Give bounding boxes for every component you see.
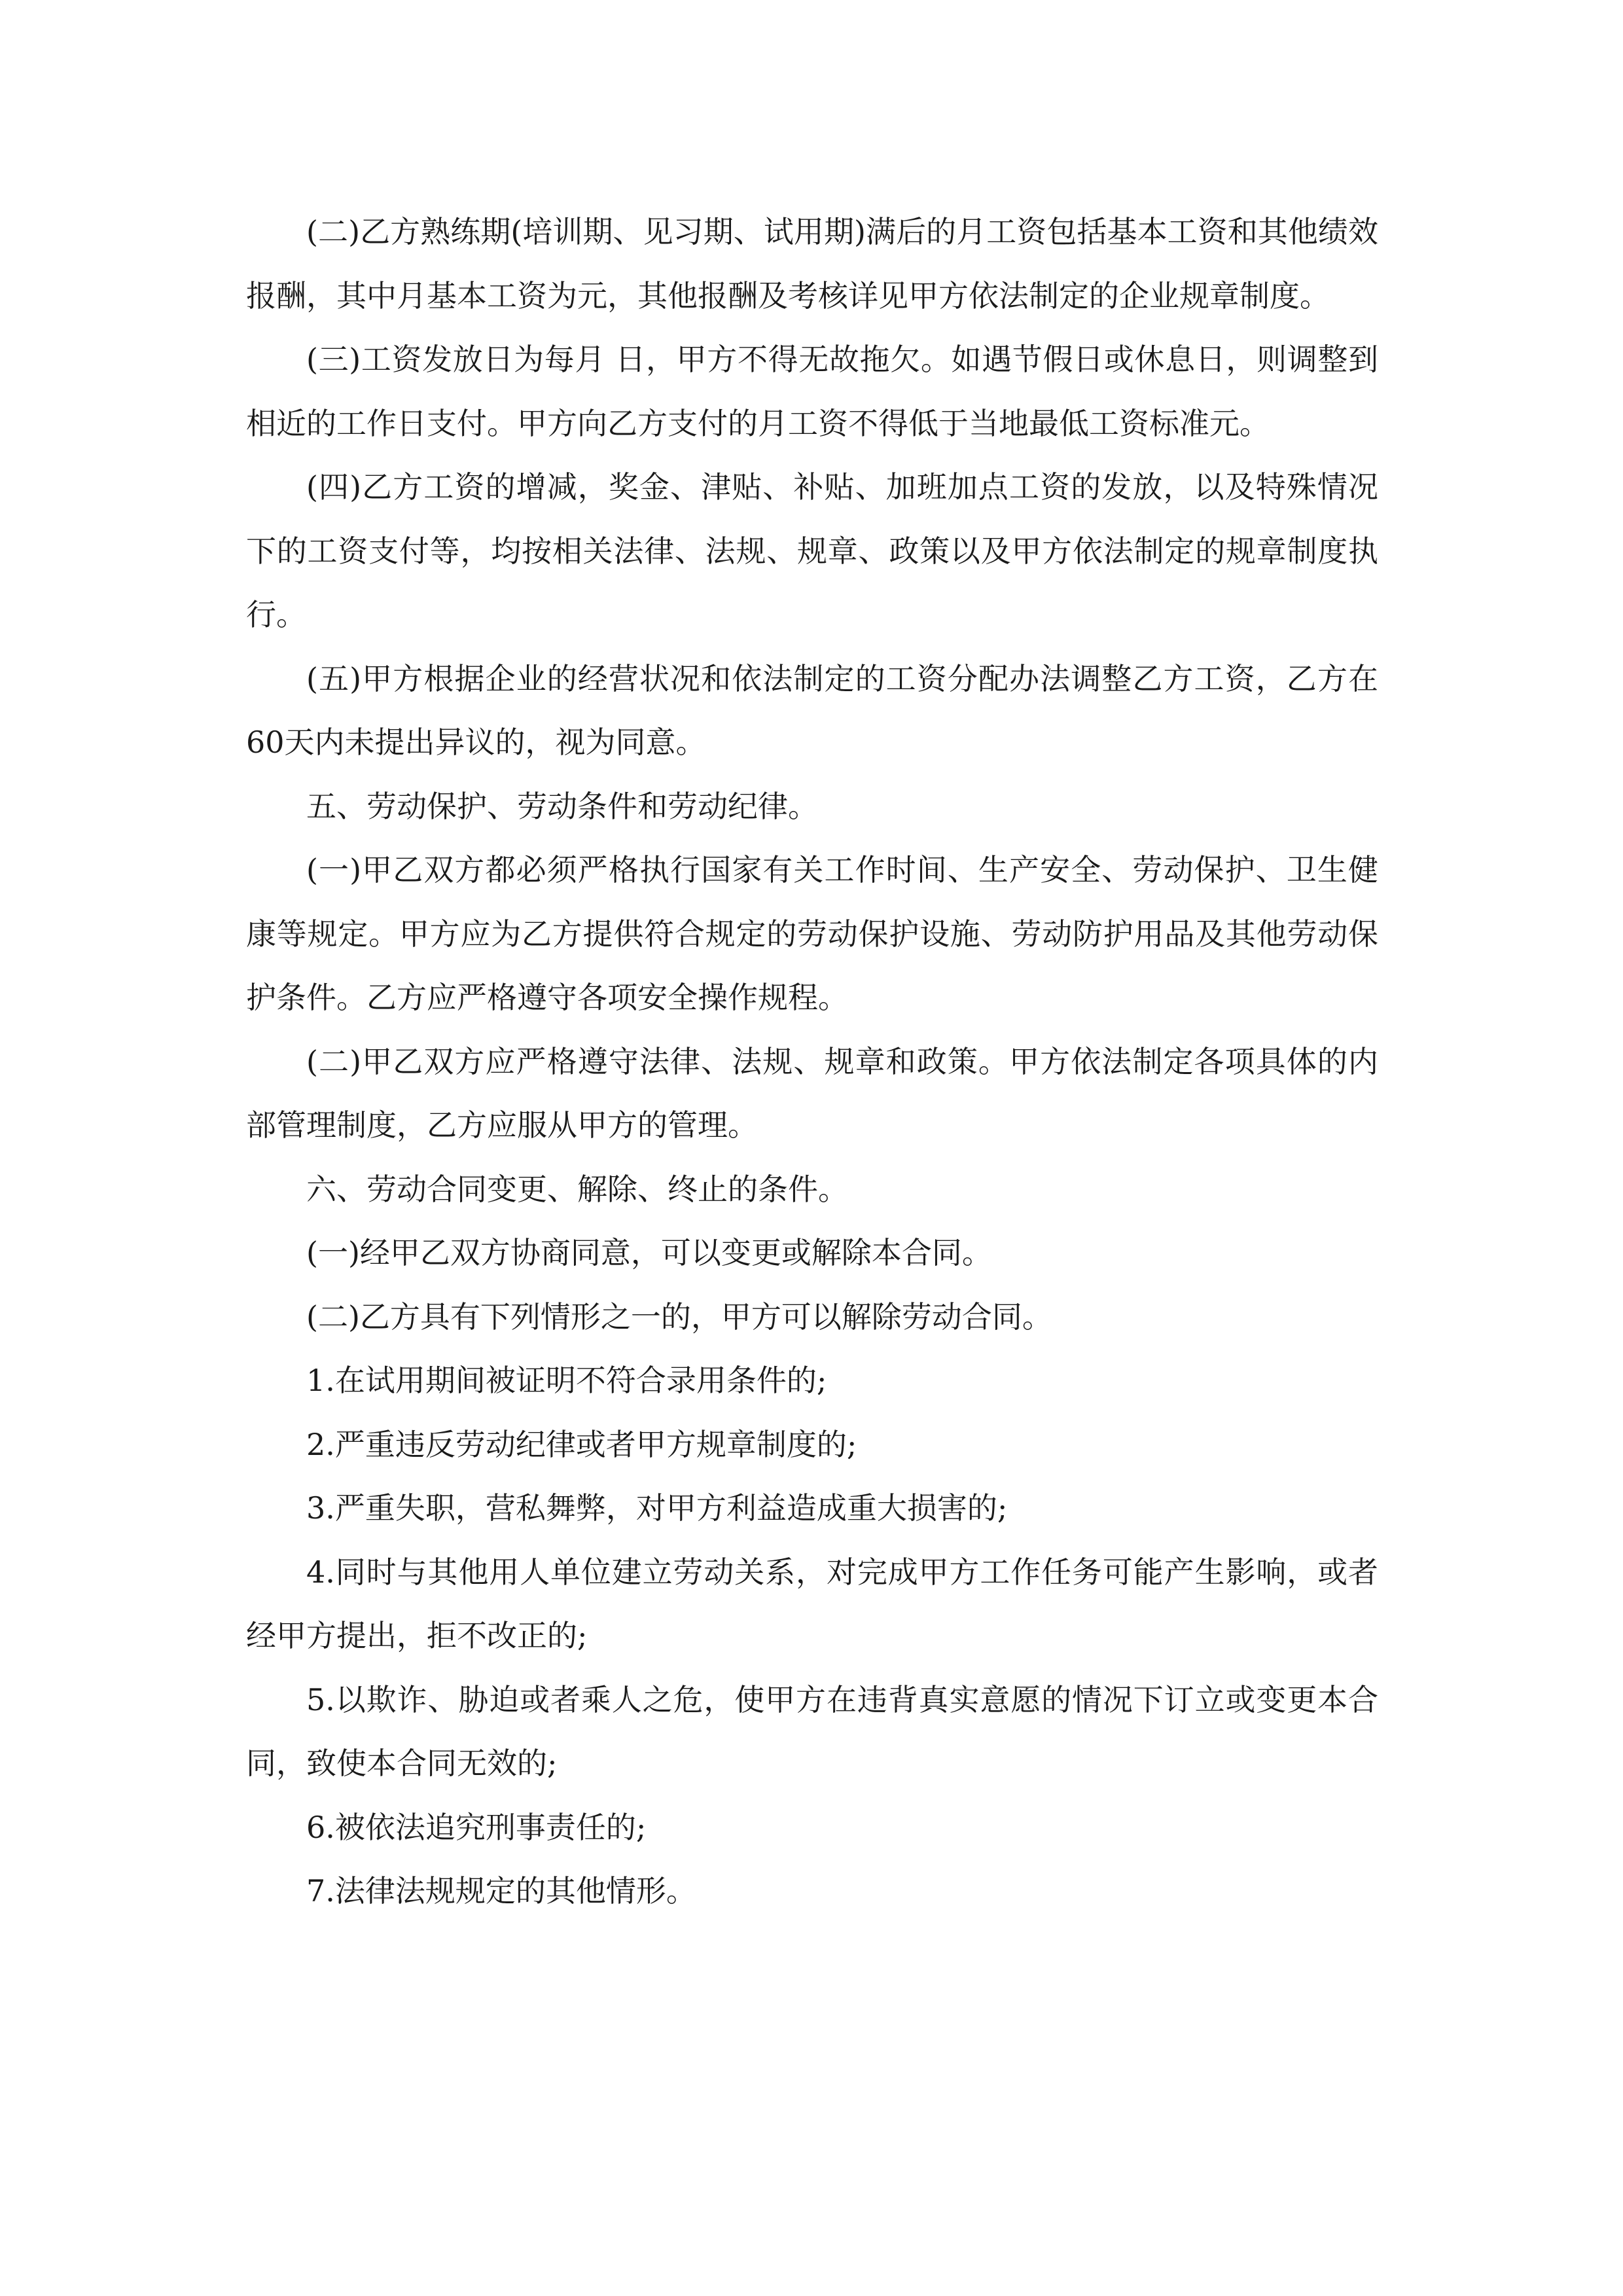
list-item: 3.严重失职，营私舞弊，对甲方利益造成重大损害的; (306, 1490, 1008, 1526)
list-item: 6.被依法追究刑事责任的; (306, 1809, 647, 1845)
paragraph-wage-adjustment: (四)乙方工资的增减，奖金、津贴、补贴、加班加点工资的发放，以及特殊情况下的工资支付等，均按相关法律、法规、规章、政策以及甲方依法制定的规章制度执行。 (246, 469, 1378, 632)
paragraph-safety-rules: (一)甲乙双方都必须严格执行国家有关工作时间、生产安全、劳动保护、卫生健康等规定。甲方应为乙方提供符合规定的劳动保护设施、劳动防护用品及其他劳动保护条件。乙方应严格遵守各项安全操作规程。 (246, 852, 1378, 1015)
list-item: 4.同时与其他用人单位建立劳动关系，对完成甲方工作任务可能产生影响，或者经甲方提出，拒不改正的; (246, 1554, 1378, 1653)
paragraph-mutual-agreement: (一)经甲乙双方协商同意，可以变更或解除本合同。 (306, 1235, 992, 1270)
paragraph-payday: (三)工资发放日为每月 日，甲方不得无故拖欠。如遇节假日或休息日，则调整到相近的工作日支付。甲方向乙方支付的月工资不得低于当地最低工资标准元。 (246, 342, 1378, 441)
document-body (246, 200, 1378, 1924)
paragraph-wage-composition: (二)乙方熟练期(培训期、见习期、试用期)满后的月工资包括基本工资和其他绩效报酬，其中月基本工资为元，其他报酬及考核详见甲方依法制定的企业规章制度。 (246, 214, 1378, 314)
paragraph-termination-grounds: (二)乙方具有下列情形之一的，甲方可以解除劳动合同。 (306, 1299, 1052, 1335)
list-item: 5.以欺诈、胁迫或者乘人之危，使甲方在违背真实意愿的情况下订立或变更本合同，致使本合同无效的; (246, 1681, 1378, 1781)
section-heading-labor-protection: 五、劳动保护、劳动条件和劳动纪律。 (306, 788, 818, 824)
paragraph-management-rules: (二)甲乙双方应严格遵守法律、法规、规章和政策。甲方依法制定各项具体的内部管理制度，乙方应服从甲方的管理。 (246, 1043, 1378, 1143)
paragraph-wage-objection: (五)甲方根据企业的经营状况和依法制定的工资分配办法调整乙方工资，乙方在60天内未提出异议的，视为同意。 (246, 660, 1378, 760)
section-heading-contract-termination: 六、劳动合同变更、解除、终止的条件。 (306, 1171, 848, 1207)
list-item: 2.严重违反劳动纪律或者甲方规章制度的; (306, 1426, 857, 1462)
list-item: 7.法律法规规定的其他情形。 (306, 1873, 696, 1909)
list-item: 1.在试用期间被证明不符合录用条件的; (306, 1363, 827, 1398)
